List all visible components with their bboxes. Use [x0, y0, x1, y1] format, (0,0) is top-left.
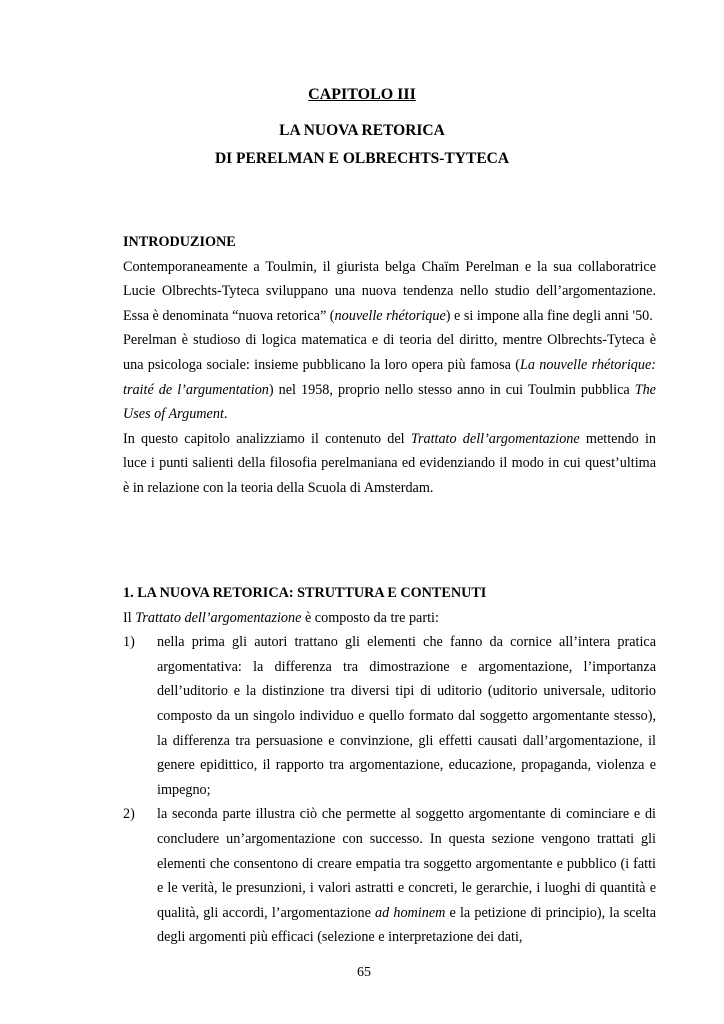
list-item-number: 1) — [123, 634, 135, 651]
section-1 — [123, 581, 656, 950]
numbered-list — [123, 630, 656, 950]
page-number: 65 — [357, 965, 371, 980]
introduction-section — [123, 230, 656, 501]
paragraph: Perelman è studioso di logica matematica e di teoria del diritto, mentre Olbrechts-Tyteca è una psicologa sociale: insieme pubblicano la loro opera più famosa (La nouvelle rhétorique: traité de l’argumentation) nel 1958, proprio nello stesso anno in cui Toulmin pubblica The Uses of Argument. — [123, 332, 657, 423]
paragraph: Il Trattato dell’argomentazione è composto da tre parti: — [123, 609, 439, 626]
list-item-text: la seconda parte illustra ciò che permette al soggetto argomentante di cominciare e di concludere un’argomentazione con successo. In questa sezione vengono trattati gli elementi che consentono di creare empatia tra soggetto argomentante e pubblico (i fatti e le verità, le presunzioni, i valori astratti e concreti, le gerarchie, i luoghi di quantità e qualità, gli accordi, l’argomentazione ad hominem e la petizione di principio), la scelta degli argomenti più efficaci (selezione e interpretazione dei dati, — [157, 806, 656, 946]
list-item — [123, 802, 656, 950]
list-item-number: 2) — [123, 806, 135, 823]
section-1-heading: 1. LA NUOVA RETORICA: STRUTTURA E CONTENUTI — [123, 585, 487, 601]
paragraph: In questo capitolo analizziamo il contenuto del Trattato dell’argomentazione mettendo in luce i punti salienti della filosofia perelmaniana ed evidenziando il modo in cui quest’ultima è in relazione con la teoria della Scuola di Amsterdam. — [123, 430, 656, 496]
paragraph: Contemporaneamente a Toulmin, il giurista belga Chaïm Perelman e la sua collaboratrice Lucie Olbrechts-Tyteca sviluppano una nuova tendenza nello studio dell’argomentazione. Essa è denominata “nuova retorica” (nouvelle rhétorique) e si impone alla fine degli anni '50. — [123, 258, 656, 324]
chapter-heading: CAPITOLO III — [308, 86, 416, 103]
introduction-heading: INTRODUZIONE — [123, 234, 236, 250]
chapter-title-line-1: LA NUOVA RETORICA — [279, 122, 445, 139]
chapter-title-line-2: DI PERELMAN E OLBRECHTS-TYTECA — [214, 150, 510, 167]
list-item-text: nella prima gli autori trattano gli elementi che fanno da cornice all’intera pratica argomentativa: la differenza tra dimostrazione e argomentazione, l’importanza dell’uditorio e la distinzione tra diversi tipi di uditorio (uditorio universale, uditorio composto da un singolo individuo e quello formato dal soggetto argomentante stesso), la differenza tra persuasione e convinzione, gli effetti causati dall’argomentazione, il genere epidittico, il rapporto tra argomentazione, educazione, propaganda, violenza e impegno; — [157, 634, 656, 798]
list-item — [123, 630, 656, 802]
